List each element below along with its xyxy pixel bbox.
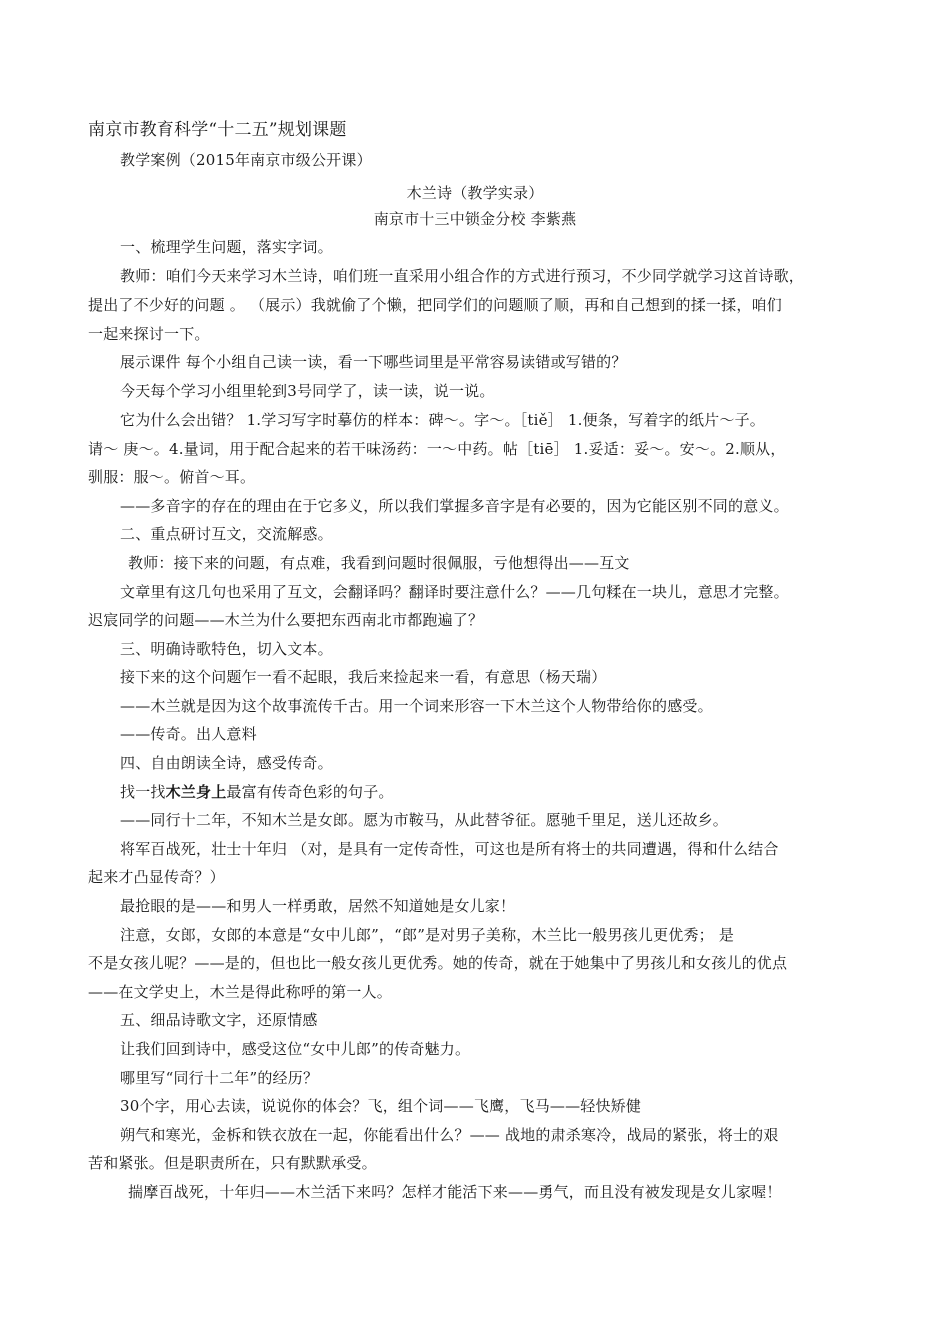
- section-heading-2: 二、重点研讨互文，交流解惑。: [120, 525, 333, 543]
- paragraph-line: 苦和紧张。但是职责所在，只有默默承受。: [88, 1154, 377, 1172]
- section-heading-4: 四、自由朗读全诗，感受传奇。: [120, 754, 333, 772]
- paragraph-line: 提出了不少好的问题 。 （展示）我就偷了个懒，把同学们的问题顺了顺，再和自己想到的揉一揉，咱们: [88, 296, 782, 314]
- section-heading-3: 三、明确诗歌特色，切入文本。: [120, 640, 333, 658]
- paragraph-line: ——多音字的存在的理由在于它多义，所以我们掌握多音字是有必要的，因为它能区别不同的意义。: [120, 497, 789, 515]
- paragraph-line: 一起来探讨一下。: [88, 325, 210, 343]
- paragraph-line: 哪里写“同行十二年”的经历？: [120, 1069, 319, 1087]
- article-title: 木兰诗（教学实录）: [406, 184, 544, 202]
- paragraph-line: 接下来的这个问题乍一看不起眼，我后来捡起来一看，有意思（杨天瑞）: [120, 668, 607, 686]
- section-heading-5: 五、细品诗歌文字，还原情感: [120, 1011, 318, 1029]
- paragraph-line: ——木兰就是因为这个故事流传千古。用一个词来形容一下木兰这个人物带给你的感受。: [120, 697, 713, 715]
- paragraph-line: 30个字，用心去读，说说你的体会？飞，组个词——飞鹰，飞马——轻快矫健: [120, 1097, 642, 1115]
- paragraph-line: 起来才凸显传奇？）: [88, 868, 225, 886]
- section-heading-1: 一、梳理学生问题，落实字词。: [120, 238, 333, 256]
- paragraph-line: [120, 782, 900, 802]
- paragraph-line: 驯服：服～。俯首～耳。: [88, 468, 256, 486]
- paragraph-line: 教师：咱们今天来学习木兰诗，咱们班一直采用小组合作的方式进行预习，不少同学就学习这首诗歌，: [120, 267, 805, 285]
- paragraph-line: 迟宸同学的问题——木兰为什么要把东西南北市都跑遍了？: [88, 611, 484, 629]
- project-title: 南京市教育科学“十二五”规划课题: [88, 120, 347, 140]
- paragraph-line: 将军百战死，壮士十年归 （对，是具有一定传奇性，可这也是所有将士的共同遭遇，得和什么结合: [120, 840, 779, 858]
- paragraph-line: 今天每个学习小组里轮到3号同学了，读一读，说一说。: [120, 382, 495, 400]
- paragraph-line: 不是女孩儿呢？——是的，但也比一般女孩儿更优秀。她的传奇，就在于她集中了男孩儿和女孩儿的优点: [88, 954, 788, 972]
- paragraph-line: 注意，女郎，女郎的本意是“女中儿郎”，“郎”是对男子美称，木兰比一般男孩儿更优秀； 是: [120, 926, 735, 944]
- paragraph-line: 教师：接下来的问题，有点难，我看到问题时很佩服，亏他想得出——互文: [128, 554, 630, 572]
- article-author: 南京市十三中锁金分校 李紫燕: [373, 210, 577, 228]
- case-label: 教学案例（2015年南京市级公开课）: [120, 151, 372, 169]
- paragraph-line: ——在文学史上，木兰是得此称呼的第一人。: [88, 983, 393, 1001]
- paragraph-line: 最抢眼的是——和男人一样勇敢，居然不知道她是女儿家！: [120, 897, 516, 915]
- paragraph-line: 文章里有这几句也采用了互文，会翻译吗？翻译时要注意什么？——几句糅在一块儿，意思才完整。: [120, 583, 789, 601]
- paragraph-line: 展示课件 每个小组自己读一读，看一下哪些词里是平常容易读错或写错的？: [120, 353, 627, 371]
- paragraph-line: 朔气和寒光，金柝和铁衣放在一起，你能看出什么？—— 战地的肃杀寒冷，战局的紧张，将士的艰: [120, 1126, 779, 1144]
- bold-text-run: 木兰身上: [165, 783, 227, 801]
- text-run: 最富有传奇色彩的句子。: [226, 783, 394, 801]
- paragraph-line: ——同行十二年，不知木兰是女郎。愿为市鞍马，从此替爷征。愿驰千里足，送儿还故乡。: [120, 811, 729, 829]
- paragraph-line: 请～ 庚～。4.量词，用于配合起来的若干味汤药：一～中药。帖［tiē］ 1.妥适：妥～。安～。2.顺从，: [88, 440, 786, 458]
- paragraph-line: 揣摩百战死，十年归——木兰活下来吗？怎样才能活下来——勇气，而且没有被发现是女儿家喔！: [128, 1183, 782, 1201]
- paragraph-line: ——传奇。出人意料: [120, 725, 257, 743]
- paragraph-line: 它为什么会出错？ 1.学习写字时摹仿的样本：碑～。字～。［tiě］ 1.便条，写着字的纸片～子。: [120, 411, 765, 429]
- paragraph-line: 让我们回到诗中，感受这位“女中儿郎”的传奇魅力。: [120, 1040, 471, 1058]
- text-run: 找一找: [120, 783, 166, 801]
